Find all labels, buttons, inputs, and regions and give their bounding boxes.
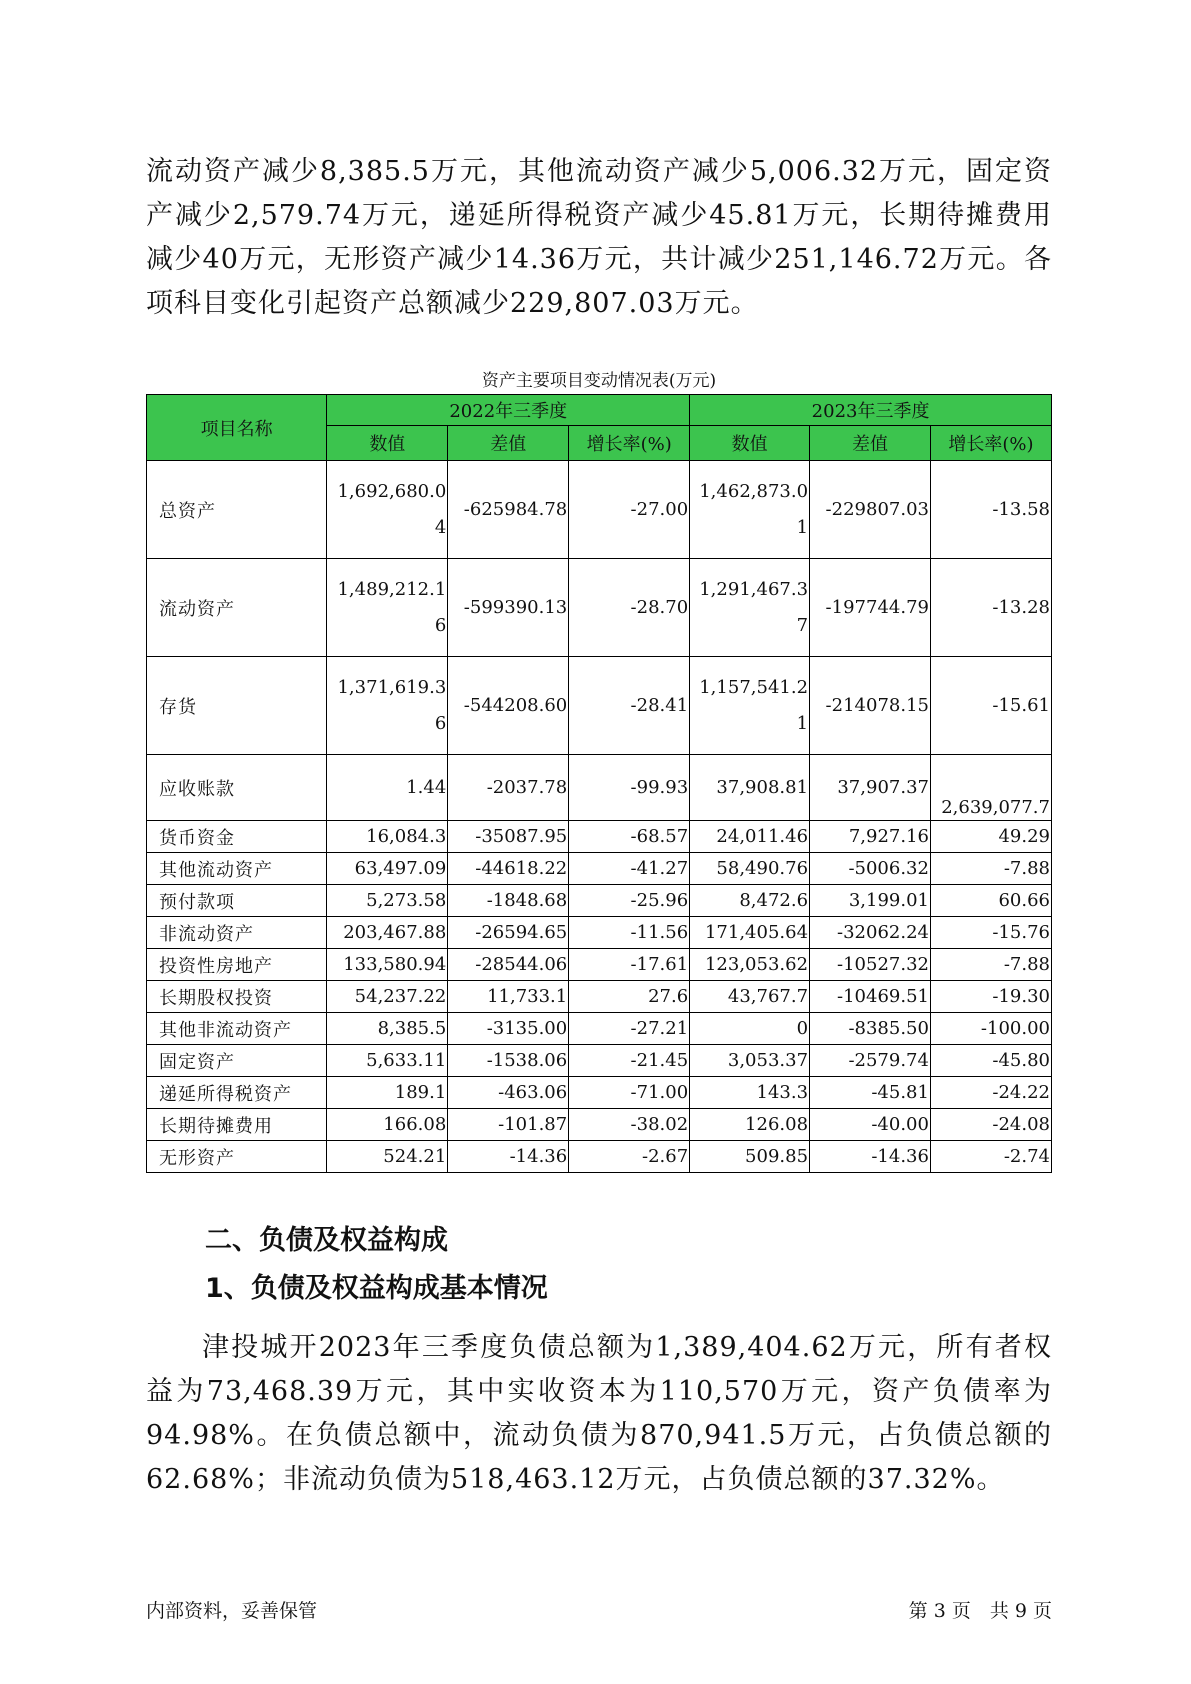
cell-d2: -2579.74 <box>810 1045 931 1077</box>
table-row <box>147 1045 1052 1077</box>
header-value: 数值 <box>327 426 448 461</box>
cell-v1 <box>327 461 448 559</box>
header-growth-rate: 增长率(%) <box>569 426 690 461</box>
cell-v2: 3,053.37 <box>690 1045 810 1077</box>
row-label: 无形资产 <box>147 1141 327 1173</box>
header-growth-rate: 增长率(%) <box>930 426 1051 461</box>
cell-d1: -44618.22 <box>448 853 569 885</box>
cell-r1: -99.93 <box>569 755 690 821</box>
table-row <box>147 559 1052 657</box>
footer-page-number: 第 3 页 共 9 页 <box>908 1600 1052 1622</box>
table-row <box>147 981 1052 1013</box>
cell-v1 <box>327 559 448 657</box>
table-row <box>147 821 1052 853</box>
cell-d2: -8385.50 <box>810 1013 931 1045</box>
row-label: 总资产 <box>147 461 327 559</box>
row-label: 固定资产 <box>147 1045 327 1077</box>
cell-text: 1,692,680.04 <box>337 480 447 538</box>
header-value: 数值 <box>690 426 810 461</box>
cell-r1: -28.41 <box>569 657 690 755</box>
cell-r2: -13.58 <box>930 461 1051 559</box>
table-row <box>147 1077 1052 1109</box>
cell-v1: 133,580.94 <box>327 949 448 981</box>
row-label: 存货 <box>147 657 327 755</box>
cell-d2: 37,907.37 <box>810 755 931 821</box>
cell-d1: -599390.13 <box>448 559 569 657</box>
cell-r1: -2.67 <box>569 1141 690 1173</box>
cell-v2 <box>690 461 810 559</box>
cell-v1 <box>327 657 448 755</box>
cell-v2: 171,405.64 <box>690 917 810 949</box>
cell-d1: -28544.06 <box>448 949 569 981</box>
cell-d1: -2037.78 <box>448 755 569 821</box>
cell-v1: 1.44 <box>327 755 448 821</box>
cell-r2: -24.22 <box>930 1077 1051 1109</box>
cell-d2: -32062.24 <box>810 917 931 949</box>
table-caption: 资产主要项目变动情况表(万元) <box>481 371 717 391</box>
cell-v1: 54,237.22 <box>327 981 448 1013</box>
row-label: 其他流动资产 <box>147 853 327 885</box>
cell-d2: -14.36 <box>810 1141 931 1173</box>
cell-v2 <box>690 657 810 755</box>
cell-text: 1,462,873.01 <box>699 480 809 538</box>
cell-d1: -101.87 <box>448 1109 569 1141</box>
cell-r1: -71.00 <box>569 1077 690 1109</box>
cell-v1: 203,467.88 <box>327 917 448 949</box>
cell-r1: 27.6 <box>569 981 690 1013</box>
cell-d1: -544208.60 <box>448 657 569 755</box>
footer-confidential-note: 内部资料，妥善保管 <box>146 1600 318 1622</box>
cell-r1: -11.56 <box>569 917 690 949</box>
row-label: 应收账款 <box>147 755 327 821</box>
cell-r2: -15.76 <box>930 917 1051 949</box>
asset-change-table <box>146 394 1052 1173</box>
cell-text: 1,371,619.36 <box>337 676 447 734</box>
cell-r2: -45.80 <box>930 1045 1051 1077</box>
cell-d1: -26594.65 <box>448 917 569 949</box>
cell-v2: 143.3 <box>690 1077 810 1109</box>
cell-v2: 37,908.81 <box>690 755 810 821</box>
cell-d1: -625984.78 <box>448 461 569 559</box>
cell-v2: 123,053.62 <box>690 949 810 981</box>
cell-d2: 7,927.16 <box>810 821 931 853</box>
cell-d2: -214078.15 <box>810 657 931 755</box>
cell-v2: 0 <box>690 1013 810 1045</box>
cell-v1: 63,497.09 <box>327 853 448 885</box>
cell-r2: -19.30 <box>930 981 1051 1013</box>
cell-r2: -100.00 <box>930 1013 1051 1045</box>
cell-r1: -17.61 <box>569 949 690 981</box>
liability-paragraph: 津投城开2023年三季度负债总额为1,389,404.62万元，所有者权益为73,468.39万元，其中实收资本为110,570万元，资产负债率为94.98%。在负债总额中，流动负债为870,941.5万元，占负债总额的62.68%；非流动负债为518,463.12万元，占负债总额的37.32%。 <box>146 1332 1052 1495</box>
row-label: 递延所得税资产 <box>147 1077 327 1109</box>
cell-v2: 58,490.76 <box>690 853 810 885</box>
header-diff: 差值 <box>810 426 931 461</box>
cell-r2: 60.66 <box>930 885 1051 917</box>
cell-v1: 166.08 <box>327 1109 448 1141</box>
header-2023-q3: 2023年三季度 <box>690 395 1052 426</box>
cell-v1: 189.1 <box>327 1077 448 1109</box>
header-2022-q3: 2022年三季度 <box>327 395 690 426</box>
table-row <box>147 917 1052 949</box>
cell-d2: -10469.51 <box>810 981 931 1013</box>
cell-v1: 8,385.5 <box>327 1013 448 1045</box>
cell-v2: 126.08 <box>690 1109 810 1141</box>
cell-r1: -27.00 <box>569 461 690 559</box>
cell-d2: -45.81 <box>810 1077 931 1109</box>
row-label: 非流动资产 <box>147 917 327 949</box>
header-item-name: 项目名称 <box>147 395 327 461</box>
section-heading: 二、负债及权益构成 <box>205 1225 448 1256</box>
cell-r2: -15.61 <box>930 657 1051 755</box>
cell-v2: 24,011.46 <box>690 821 810 853</box>
cell-v2: 43,767.7 <box>690 981 810 1013</box>
row-label: 货币资金 <box>147 821 327 853</box>
cell-r1: -41.27 <box>569 853 690 885</box>
table-row <box>147 755 1052 821</box>
cell-d2: -5006.32 <box>810 853 931 885</box>
cell-d1: -14.36 <box>448 1141 569 1173</box>
cell-v2 <box>690 559 810 657</box>
cell-v1: 524.21 <box>327 1141 448 1173</box>
cell-v1: 5,273.58 <box>327 885 448 917</box>
cell-d1: -35087.95 <box>448 821 569 853</box>
row-label: 其他非流动资产 <box>147 1013 327 1045</box>
cell-r1: -38.02 <box>569 1109 690 1141</box>
cell-v1: 5,633.11 <box>327 1045 448 1077</box>
cell-r1: -68.57 <box>569 821 690 853</box>
table-row <box>147 853 1052 885</box>
intro-paragraph: 流动资产减少8,385.5万元，其他流动资产减少5,006.32万元，固定资产减少2,579.74万元，递延所得税资产减少45.81万元，长期待摊费用减少40万元，无形资产减少14.36万元，共计减少251,146.72万元。各项科目变化引起资产总额减少229,807.03万元。 <box>146 156 1052 319</box>
table-row <box>147 1109 1052 1141</box>
cell-v1: 16,084.3 <box>327 821 448 853</box>
header-diff: 差值 <box>448 426 569 461</box>
cell-d1: -1538.06 <box>448 1045 569 1077</box>
subsection-heading: 1、负债及权益构成基本情况 <box>205 1273 548 1304</box>
cell-text: 1,291,467.37 <box>699 578 809 636</box>
table-row <box>147 657 1052 755</box>
row-label: 长期股权投资 <box>147 981 327 1013</box>
cell-d2: -197744.79 <box>810 559 931 657</box>
cell-d2: -40.00 <box>810 1109 931 1141</box>
row-label: 预付款项 <box>147 885 327 917</box>
cell-d2: 3,199.01 <box>810 885 931 917</box>
cell-d1: -1848.68 <box>448 885 569 917</box>
cell-text: 1,489,212.16 <box>337 578 447 636</box>
cell-d2: -229807.03 <box>810 461 931 559</box>
cell-v2: 8,472.6 <box>690 885 810 917</box>
cell-text: 1,157,541.21 <box>699 676 809 734</box>
table-row <box>147 949 1052 981</box>
row-label: 流动资产 <box>147 559 327 657</box>
table-body <box>147 461 1052 1173</box>
cell-r2: -7.88 <box>930 853 1051 885</box>
cell-r2: -13.28 <box>930 559 1051 657</box>
table-row <box>147 885 1052 917</box>
cell-r1: -25.96 <box>569 885 690 917</box>
cell-r1: -21.45 <box>569 1045 690 1077</box>
cell-r2: -24.08 <box>930 1109 1051 1141</box>
row-label: 长期待摊费用 <box>147 1109 327 1141</box>
cell-d1: -463.06 <box>448 1077 569 1109</box>
cell-r2: 2,639,077.7 <box>930 755 1051 821</box>
cell-r2: -2.74 <box>930 1141 1051 1173</box>
cell-r1: -28.70 <box>569 559 690 657</box>
row-label: 投资性房地产 <box>147 949 327 981</box>
cell-r2: -7.88 <box>930 949 1051 981</box>
cell-d2: -10527.32 <box>810 949 931 981</box>
table-row <box>147 1141 1052 1173</box>
table-row <box>147 1013 1052 1045</box>
cell-v2: 509.85 <box>690 1141 810 1173</box>
table-row <box>147 461 1052 559</box>
cell-d1: 11,733.1 <box>448 981 569 1013</box>
cell-r2: 49.29 <box>930 821 1051 853</box>
cell-r1: -27.21 <box>569 1013 690 1045</box>
cell-d1: -3135.00 <box>448 1013 569 1045</box>
